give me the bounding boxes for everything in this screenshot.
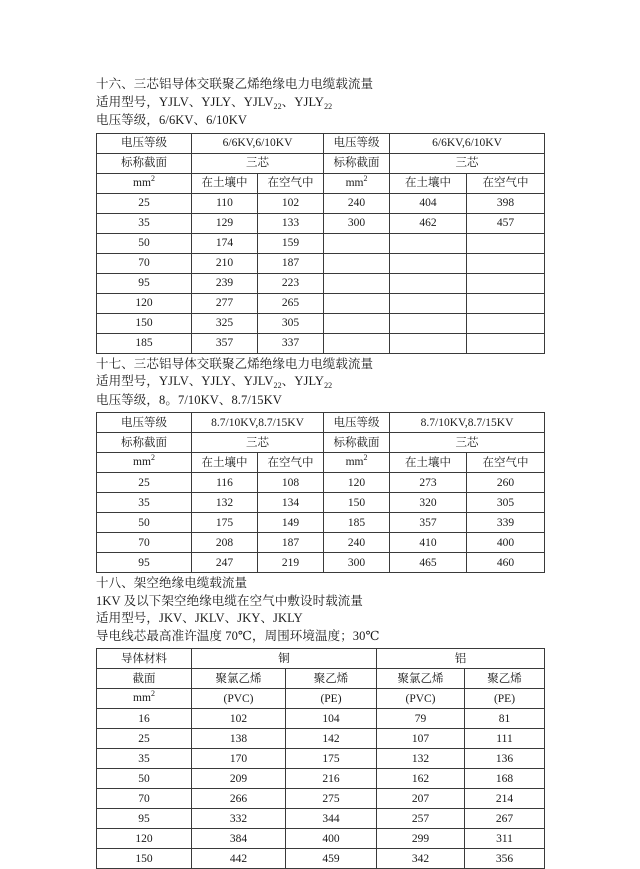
document-body <box>96 76 544 869</box>
table-cell: 187 <box>258 253 324 273</box>
table-cell: 337 <box>258 333 324 353</box>
table-cell: 275 <box>286 789 377 809</box>
table-row-core-header <box>97 433 545 453</box>
cell-voltage-value-left: 8.7/10KV,8.7/15KV <box>192 413 324 433</box>
table-cell: 410 <box>390 533 467 553</box>
section-seventeen-table-wrap <box>96 412 544 573</box>
table-body <box>97 413 545 473</box>
table-cell: 342 <box>377 849 465 869</box>
table-cell: 239 <box>192 273 258 293</box>
cell-section-label-left: 标称截面 <box>97 153 192 173</box>
section-seventeen <box>96 356 544 574</box>
table-cell: 459 <box>286 849 377 869</box>
table-row <box>97 193 545 213</box>
table-cell-empty <box>390 233 467 253</box>
table-data-rows <box>97 473 545 573</box>
table-cell: 107 <box>377 729 465 749</box>
table-cell: 168 <box>465 769 545 789</box>
table-row <box>97 729 545 749</box>
table-cell-empty <box>390 333 467 353</box>
table-cell: 460 <box>467 553 545 573</box>
table-cell: 305 <box>467 493 545 513</box>
ampacity-table-seventeen <box>96 412 545 573</box>
cell-voltage-value-right: 6/6KV,6/10KV <box>390 133 545 153</box>
cell-core-label-right: 三芯 <box>390 153 545 173</box>
cell-unit-right: $mm^2$ <box>324 173 390 193</box>
cell-core-label-right: 三芯 <box>390 433 545 453</box>
table-cell: 95 <box>97 553 192 573</box>
table-cell: 132 <box>377 749 465 769</box>
table-cell: 150 <box>324 493 390 513</box>
table-cell: 70 <box>97 533 192 553</box>
table-cell: 132 <box>192 493 258 513</box>
table-cell: 50 <box>97 513 192 533</box>
table-cell: 175 <box>192 513 258 533</box>
section-sixteen-voltage-line <box>96 112 544 130</box>
section-sixteen-table-wrap <box>96 133 544 354</box>
table-cell: 70 <box>97 789 192 809</box>
table-cell-empty <box>324 313 390 333</box>
table-cell: 339 <box>467 513 545 533</box>
table-cell: 102 <box>258 193 324 213</box>
table-cell: 465 <box>390 553 467 573</box>
cell-col-air-right: 在空气中 <box>467 453 545 473</box>
cell-aluminum-pvc-abbr: (PVC) <box>377 689 465 709</box>
table-cell: 273 <box>390 473 467 493</box>
table-cell: 35 <box>97 213 192 233</box>
cell-material-copper: 铜 <box>192 649 377 669</box>
table-cell: 265 <box>258 293 324 313</box>
table-cell: 50 <box>97 233 192 253</box>
table-body <box>97 133 545 193</box>
table-cell: 102 <box>192 709 286 729</box>
table-row <box>97 789 545 809</box>
cell-copper-pvc-abbr: (PVC) <box>192 689 286 709</box>
table-row <box>97 233 545 253</box>
cell-section-label: 截面 <box>97 669 192 689</box>
cell-unit-left: $mm^2$ <box>97 453 192 473</box>
table-cell: 344 <box>286 809 377 829</box>
table-row <box>97 213 545 233</box>
model-values: YJLV、YJLY、$YJLV_{22}$、$YJLY_{22}$ <box>159 374 333 390</box>
table-cell-empty <box>390 253 467 273</box>
table-cell: 104 <box>286 709 377 729</box>
cell-col-soil-right: 在土壤中 <box>390 173 467 193</box>
table-cell-empty <box>467 273 545 293</box>
cell-voltage-value-right: 8.7/10KV,8.7/15KV <box>390 413 545 433</box>
model-values: YJLV、YJLY、$YJLV_{22}$、$YJLY_{22}$ <box>159 94 333 111</box>
table-cell: 187 <box>258 533 324 553</box>
table-cell: 142 <box>286 729 377 749</box>
table-cell-empty <box>324 293 390 313</box>
table-cell: 120 <box>97 829 192 849</box>
cell-material-aluminum: 铝 <box>377 649 545 669</box>
table-cell: 357 <box>192 333 258 353</box>
table-cell: 267 <box>465 809 545 829</box>
table-cell: 25 <box>97 729 192 749</box>
table-cell-empty <box>324 273 390 293</box>
section-eighteen-temp-note: 导电线芯最高准许温度 70℃，周围环境温度；30℃ <box>96 628 380 643</box>
table-row <box>97 253 545 273</box>
table-cell: 208 <box>192 533 258 553</box>
table-cell: 50 <box>97 769 192 789</box>
cell-aluminum-pvc-label: 聚氯乙烯 <box>377 669 465 689</box>
table-row-unit-header <box>97 689 545 709</box>
cell-aluminum-pe-label: 聚乙烯 <box>465 669 545 689</box>
section-eighteen-table-wrap <box>96 648 544 869</box>
table-cell: 35 <box>97 749 192 769</box>
table-cell: 16 <box>97 709 192 729</box>
section-seventeen-voltage-line <box>96 392 544 410</box>
table-cell: 35 <box>97 493 192 513</box>
table-cell-empty <box>390 273 467 293</box>
voltage-label: 电压等级， <box>96 392 160 407</box>
table-cell-empty <box>390 293 467 313</box>
table-cell: 457 <box>467 213 545 233</box>
table-cell: 162 <box>377 769 465 789</box>
table-row <box>97 513 545 533</box>
cell-col-air-left: 在空气中 <box>258 453 324 473</box>
cell-col-soil-right: 在土壤中 <box>390 453 467 473</box>
table-row <box>97 473 545 493</box>
model-label: 适用型号， <box>96 611 160 625</box>
table-cell: 116 <box>192 473 258 493</box>
table-cell-empty <box>324 253 390 273</box>
cell-voltage-label-right: 电压等级 <box>324 413 390 433</box>
table-cell: 384 <box>192 829 286 849</box>
table-cell: 70 <box>97 253 192 273</box>
table-cell: 129 <box>192 213 258 233</box>
table-body <box>97 649 545 709</box>
ampacity-table-sixteen <box>96 133 545 354</box>
table-cell: 257 <box>377 809 465 829</box>
cell-copper-pe-label: 聚乙烯 <box>286 669 377 689</box>
cell-core-label-left: 三芯 <box>192 153 324 173</box>
cell-unit-left: $mm^2$ <box>97 173 192 193</box>
table-cell: 404 <box>390 193 467 213</box>
cell-material-label: 导体材料 <box>97 649 192 669</box>
table-cell: 110 <box>192 193 258 213</box>
table-cell: 174 <box>192 233 258 253</box>
table-cell: 240 <box>324 533 390 553</box>
table-row <box>97 293 545 313</box>
section-eighteen-model-line <box>96 610 544 628</box>
table-cell: 266 <box>192 789 286 809</box>
table-cell: 219 <box>258 553 324 573</box>
section-sixteen-model-line <box>96 94 544 113</box>
voltage-value: 8。7/10KV、8.7/15KV <box>159 392 282 407</box>
table-row-core-header <box>97 153 545 173</box>
table-cell: 247 <box>192 553 258 573</box>
table-row-unit-header <box>97 173 545 193</box>
table-row <box>97 493 545 513</box>
table-cell: 95 <box>97 273 192 293</box>
cell-col-air-left: 在空气中 <box>258 173 324 193</box>
cell-unit: $mm^2$ <box>97 689 192 709</box>
table-cell: 311 <box>465 829 545 849</box>
table-cell: 305 <box>258 313 324 333</box>
model-label: 适用型号， <box>96 374 160 388</box>
table-cell: 209 <box>192 769 286 789</box>
table-cell: 216 <box>286 769 377 789</box>
table-row <box>97 809 545 829</box>
table-row <box>97 333 545 353</box>
table-cell: 134 <box>258 493 324 513</box>
table-cell: 210 <box>192 253 258 273</box>
table-row-material-header <box>97 649 545 669</box>
cell-section-label-right: 标称截面 <box>324 433 390 453</box>
section-sixteen <box>96 76 544 354</box>
table-cell: 320 <box>390 493 467 513</box>
cell-col-air-right: 在空气中 <box>467 173 545 193</box>
table-cell: 442 <box>192 849 286 869</box>
cell-voltage-label-left: 电压等级 <box>97 133 192 153</box>
cell-unit-right: $mm^2$ <box>324 453 390 473</box>
table-cell: 120 <box>97 293 192 313</box>
table-cell: 357 <box>390 513 467 533</box>
table-cell: 79 <box>377 709 465 729</box>
table-cell: 400 <box>286 829 377 849</box>
model-values: JKV、JKLV、JKY、JKLY <box>159 611 303 625</box>
table-row-voltage-header <box>97 133 545 153</box>
section-seventeen-heading: 十七、三芯铝导体交联聚乙烯绝缘电力电缆载流量 <box>96 356 374 371</box>
table-cell-empty <box>467 313 545 333</box>
table-cell: 398 <box>467 193 545 213</box>
table-cell: 25 <box>97 193 192 213</box>
table-cell: 138 <box>192 729 286 749</box>
model-label: 适用型号， <box>96 94 160 109</box>
table-row <box>97 829 545 849</box>
table-row <box>97 553 545 573</box>
table-cell: 277 <box>192 293 258 313</box>
table-cell-empty <box>467 233 545 253</box>
table-cell: 214 <box>465 789 545 809</box>
table-cell: 325 <box>192 313 258 333</box>
table-cell: 120 <box>324 473 390 493</box>
table-cell: 300 <box>324 213 390 233</box>
table-cell: 133 <box>258 213 324 233</box>
table-cell: 150 <box>97 849 192 869</box>
table-row <box>97 709 545 729</box>
table-row-voltage-header <box>97 413 545 433</box>
table-cell: 207 <box>377 789 465 809</box>
table-row <box>97 533 545 553</box>
table-cell: 462 <box>390 213 467 233</box>
table-cell: 25 <box>97 473 192 493</box>
table-cell-empty <box>467 293 545 313</box>
overhead-cable-table <box>96 648 545 869</box>
table-row <box>97 849 545 869</box>
table-row <box>97 313 545 333</box>
cell-voltage-label-right: 电压等级 <box>324 133 390 153</box>
table-cell: 170 <box>192 749 286 769</box>
cell-col-soil-left: 在土壤中 <box>192 453 258 473</box>
section-sixteen-heading: 十六、三芯铝导体交联聚乙烯绝缘电力电缆载流量 <box>96 77 374 91</box>
table-cell: 332 <box>192 809 286 829</box>
cell-voltage-value-left: 6/6KV,6/10KV <box>192 133 324 153</box>
section-seventeen-model-line <box>96 373 544 392</box>
cell-section-label-right: 标称截面 <box>324 153 390 173</box>
cell-section-label-left: 标称截面 <box>97 433 192 453</box>
table-cell: 299 <box>377 829 465 849</box>
table-row <box>97 749 545 769</box>
cell-core-label-left: 三芯 <box>192 433 324 453</box>
table-cell: 150 <box>97 313 192 333</box>
table-cell: 185 <box>324 513 390 533</box>
table-cell-empty <box>390 313 467 333</box>
table-row-unit-header <box>97 453 545 473</box>
voltage-value: 6/6KV、6/10KV <box>159 113 248 127</box>
cell-copper-pvc-label: 聚氯乙烯 <box>192 669 286 689</box>
table-cell: 185 <box>97 333 192 353</box>
table-cell-empty <box>324 233 390 253</box>
table-row-insulation-header <box>97 669 545 689</box>
table-cell: 159 <box>258 233 324 253</box>
table-row <box>97 273 545 293</box>
section-eighteen-subheading: 1KV 及以下架空绝缘电缆在空气中敷设时载流量 <box>96 593 364 608</box>
table-cell: 108 <box>258 473 324 493</box>
table-cell: 260 <box>467 473 545 493</box>
cell-copper-pe-abbr: (PE) <box>286 689 377 709</box>
section-eighteen <box>96 575 544 869</box>
cell-voltage-label-left: 电压等级 <box>97 413 192 433</box>
table-cell: 149 <box>258 513 324 533</box>
table-cell: 95 <box>97 809 192 829</box>
table-cell: 223 <box>258 273 324 293</box>
table-cell-empty <box>467 333 545 353</box>
table-cell: 240 <box>324 193 390 213</box>
cell-col-soil-left: 在土壤中 <box>192 173 258 193</box>
table-cell: 175 <box>286 749 377 769</box>
table-data-rows <box>97 193 545 353</box>
table-cell: 81 <box>465 709 545 729</box>
table-cell: 400 <box>467 533 545 553</box>
table-data-rows <box>97 709 545 869</box>
table-cell: 356 <box>465 849 545 869</box>
table-cell-empty <box>324 333 390 353</box>
table-cell: 111 <box>465 729 545 749</box>
table-cell-empty <box>467 253 545 273</box>
cell-aluminum-pe-abbr: (PE) <box>465 689 545 709</box>
table-cell: 136 <box>465 749 545 769</box>
table-cell: 300 <box>324 553 390 573</box>
section-eighteen-heading: 十八、架空绝缘电缆载流量 <box>96 576 248 590</box>
voltage-label: 电压等级， <box>96 113 160 127</box>
